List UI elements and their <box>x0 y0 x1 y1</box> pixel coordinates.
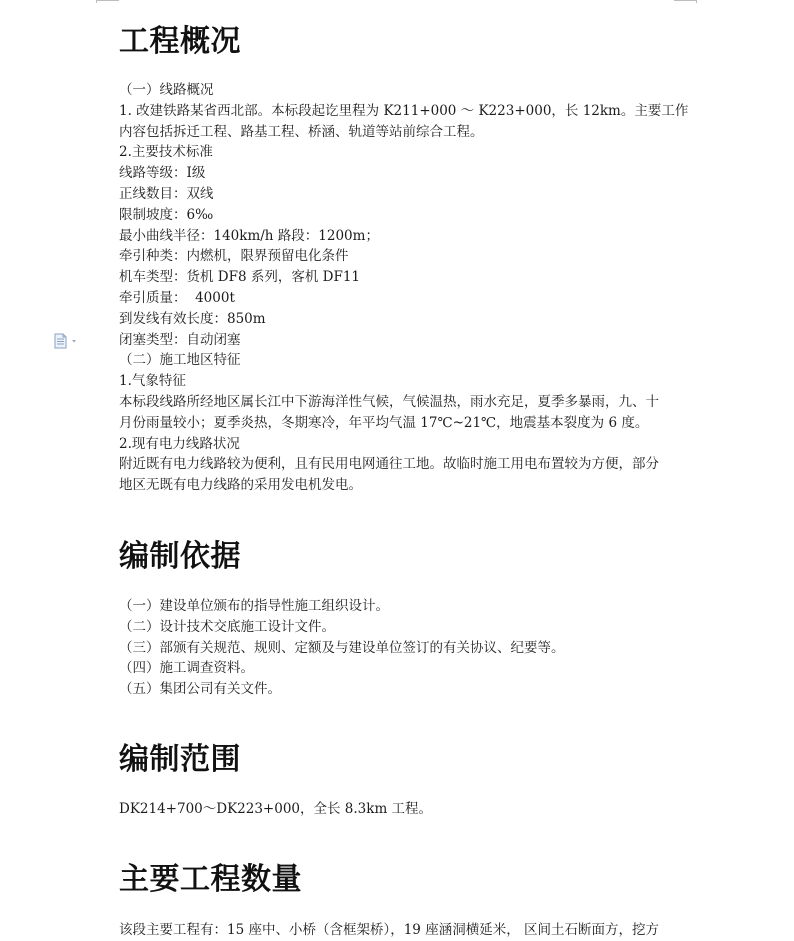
list-item: （五）集团公司有关文件。 <box>119 681 281 698</box>
paragraph-line: 月份雨量较小；夏季炎热，冬期寒冷，年平均气温 17℃~21℃，地震基本裂度为 6 度。 <box>119 414 649 431</box>
paragraph-line: 该段主要工程有：15 座中、小桥（含框架桥），19 座涵洞横延米， 区间土石断面方，挖方 <box>119 922 659 938</box>
paragraph-line: 机车类型：货机 DF8 系列，客机 DF11 <box>119 269 361 286</box>
section-basis-body <box>119 596 679 700</box>
paragraph-line: （一）线路概况 <box>119 82 214 98</box>
paragraph-line: 2.现有电力线路状况 <box>119 435 240 452</box>
paragraph-line: 闭塞类型：自动闭塞 <box>119 331 241 348</box>
page-corner-mark-right <box>674 0 697 3</box>
paragraph-line: 附近既有电力线路较为便利，且有民用电网通往工地。故临时施工用电布置较为方便，部分 <box>119 456 659 473</box>
section-main-quantities-body <box>119 920 679 941</box>
section-project-overview-body <box>119 80 689 496</box>
paragraph-line: 内容包括拆迁工程、路基工程、桥涵、轨道等站前综合工程。 <box>119 123 484 140</box>
list-item: （一）建设单位颁布的指导性施工组织设计。 <box>119 598 389 614</box>
heading-scope: 编制范围 <box>119 742 241 777</box>
paragraph-line: 线路等级：Ⅰ级 <box>119 165 206 182</box>
heading-project-overview: 工程概况 <box>119 24 241 59</box>
paragraph-line: 1. 改建铁路某省西北部。本标段起讫里程为 K211+000 ～ K223+000，长 12km。主要工作 <box>119 102 689 119</box>
paragraph-line: 2.主要技术标准 <box>119 144 213 161</box>
paragraph-line: 牵引种类：内燃机，限界预留电化条件 <box>119 248 349 265</box>
paragraph-line: 到发线有效长度：850m <box>119 310 266 327</box>
list-item: （二）设计技术交底施工设计文件。 <box>119 618 335 635</box>
paragraph-line: 1.气象特征 <box>119 373 186 390</box>
paragraph-line: 最小曲线半径：140km/h 路段：1200m； <box>119 227 379 244</box>
heading-main-quantities: 主要工程数量 <box>119 862 302 897</box>
paragraph-line: 正线数目：双线 <box>119 185 214 202</box>
paragraph-line: 地区无既有电力线路的采用发电机发电。 <box>119 477 362 494</box>
heading-basis: 编制依据 <box>119 539 241 574</box>
paragraph-options-button[interactable] <box>53 333 83 349</box>
list-item: （三）部颁有关规范、规则、定额及与建设单位签订的有关协议、纪要等。 <box>119 639 565 656</box>
list-item: （四）施工调查资料。 <box>119 660 254 677</box>
paragraph-line: 牵引质量： 4000t <box>119 289 235 306</box>
document-paragraph-icon <box>53 333 83 349</box>
paragraph-line: （二）施工地区特征 <box>119 352 241 369</box>
paragraph-line: 限制坡度：6‰ <box>119 206 214 223</box>
paragraph-line: 本标段线路所经地区属长江中下游海洋性气候，气候温热，雨水充足，夏季多暴雨，九、十 <box>119 393 659 410</box>
section-scope-body <box>119 799 679 820</box>
page-corner-mark-left <box>96 0 119 3</box>
paragraph-line: DK214+700～DK223+000，全长 8.3km 工程。 <box>119 801 433 817</box>
